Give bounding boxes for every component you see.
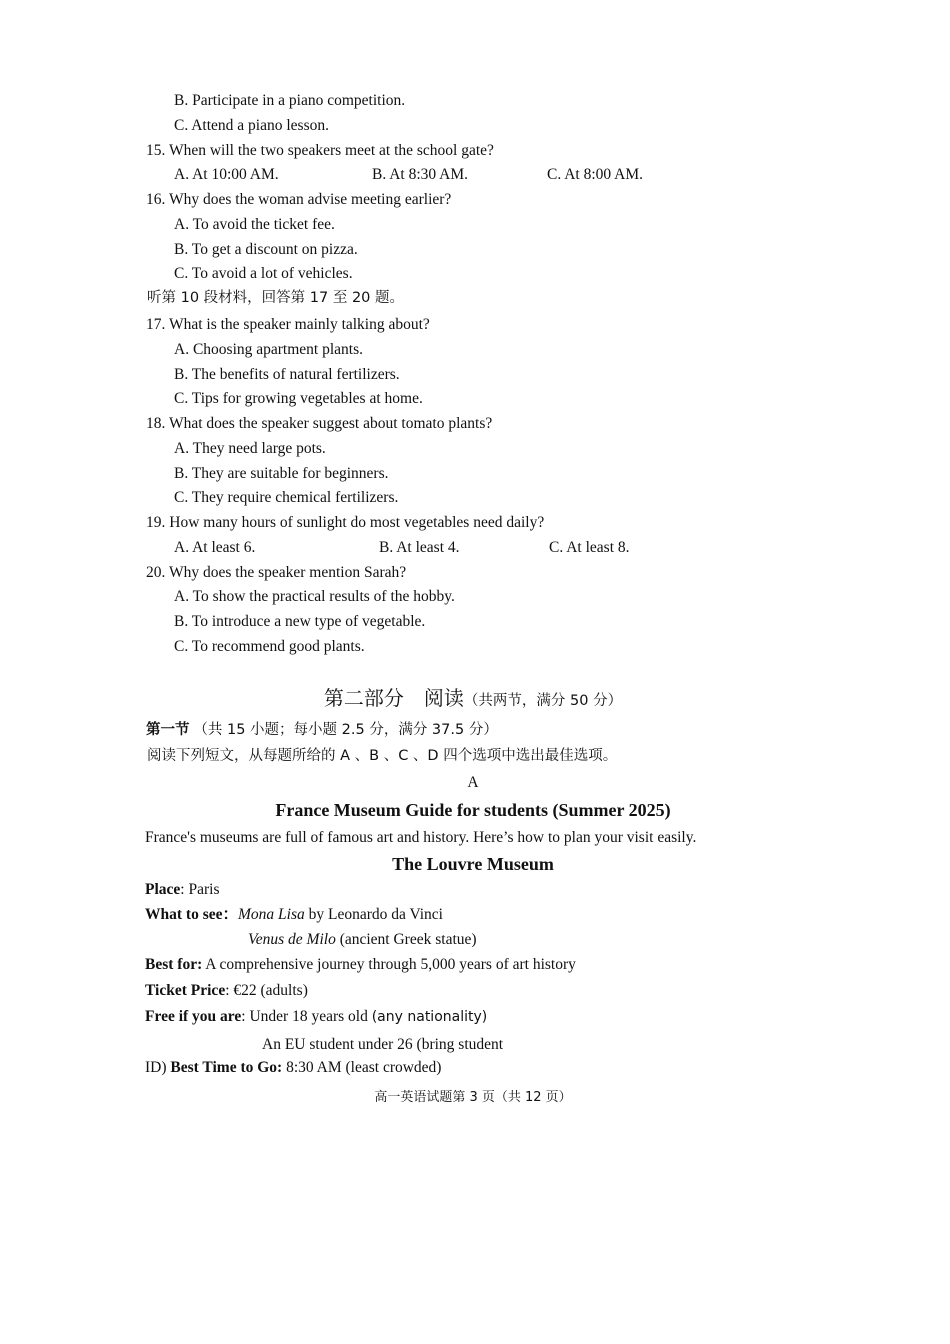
ticket-price-value: : €22 (adults) — [225, 982, 308, 999]
q14-option-b: B. Participate in a piano competition. — [174, 92, 406, 109]
q16-option-b: B. To get a discount on pizza. — [174, 241, 358, 258]
section1-label: 第一节 — [146, 722, 190, 738]
q15-option-a: A. At 10:00 AM. — [174, 166, 279, 183]
free-if-value-1-paren: (any nationality) — [371, 1009, 488, 1025]
q19-question: 19. How many hours of sunlight do most vegetables need daily? — [146, 514, 545, 531]
artwork-venus-desc: (ancient Greek statue) — [335, 931, 477, 948]
ticket-price-line — [145, 983, 308, 999]
q16-question: 16. Why does the woman advise meeting earlier? — [146, 191, 452, 208]
artwork-mona-lisa: Mona Lisa — [238, 906, 305, 923]
reading-instruction: 阅读下列短文，从每题所给的 A 、B 、C 、D 四个选项中选出最佳选项。 — [147, 748, 618, 764]
free-if-line — [145, 1009, 487, 1025]
q17-option-b: B. The benefits of natural fertilizers. — [174, 366, 400, 383]
q15-option-b: B. At 8:30 AM. — [372, 166, 469, 183]
what-to-see-label: What to see： — [145, 906, 238, 923]
passage-title: France Museum Guide for students (Summer 2025) — [275, 800, 671, 820]
place-label: Place — [145, 881, 181, 898]
museum-name: The Louvre Museum — [392, 854, 554, 874]
best-time-label: Best Time to Go: — [170, 1059, 283, 1076]
q17-option-c: C. Tips for growing vegetables at home. — [174, 390, 423, 407]
best-time-line — [145, 1060, 441, 1076]
q20-option-c: C. To recommend good plants. — [174, 638, 365, 655]
artwork-venus-de-milo: Venus de Milo — [248, 931, 336, 948]
q14-option-c: C. Attend a piano lesson. — [174, 117, 329, 134]
part2-subtitle: （共两节，满分 50 分） — [463, 693, 623, 709]
section1-info: （共 15 小题；每小题 2.5 分，满分 37.5 分） — [193, 722, 498, 738]
page-footer: 高一英语试题第 3 页（共 12 页） — [374, 1090, 572, 1105]
best-for-label: Best for: — [145, 956, 203, 973]
place-line — [145, 882, 219, 898]
part2-title: 第二部分 阅读 — [323, 686, 464, 710]
best-for-line — [145, 957, 576, 973]
q19-option-b: B. At least 4. — [379, 539, 460, 556]
artwork-mona-lisa-desc: by Leonardo da Vinci — [304, 906, 443, 923]
q20-option-a: A. To show the practical results of the hobby. — [174, 588, 455, 605]
best-for-value: A comprehensive journey through 5,000 years of art history — [202, 956, 576, 973]
passage-letter: A — [467, 774, 479, 791]
free-if-label: Free if you are — [145, 1008, 242, 1025]
instruction-material-10: 听第 10 段材料，回答第 17 至 20 题。 — [147, 290, 405, 306]
ticket-price-label: Ticket Price — [145, 982, 226, 999]
free-if-value-2-cont: ID) — [145, 1059, 171, 1076]
q18-option-b: B. They are suitable for beginners. — [174, 465, 389, 482]
free-if-value-1: : Under 18 years old — [241, 1008, 372, 1025]
q15-option-c: C. At 8:00 AM. — [547, 166, 644, 183]
what-to-see-line — [145, 907, 443, 923]
q16-option-a: A. To avoid the ticket fee. — [174, 216, 335, 233]
q17-option-a: A. Choosing apartment plants. — [174, 341, 363, 358]
best-time-value: 8:30 AM (least crowded) — [282, 1059, 442, 1076]
passage-intro: France's museums are full of famous art and history. Here’s how to plan your visit easily. — [145, 829, 697, 846]
q18-question: 18. What does the speaker suggest about tomato plants? — [146, 415, 493, 432]
q19-option-a: A. At least 6. — [174, 539, 256, 556]
q20-question: 20. Why does the speaker mention Sarah? — [146, 564, 407, 581]
q17-question: 17. What is the speaker mainly talking about? — [146, 316, 430, 333]
section1-heading — [146, 722, 498, 738]
what-to-see-line-2 — [248, 932, 477, 948]
free-if-line-2: An EU student under 26 (bring student — [262, 1036, 504, 1053]
q15-options — [0, 167, 950, 185]
q18-option-a: A. They need large pots. — [174, 440, 326, 457]
q16-option-c: C. To avoid a lot of vehicles. — [174, 265, 353, 282]
place-value: : Paris — [180, 881, 220, 898]
q19-options — [0, 540, 950, 558]
q20-option-b: B. To introduce a new type of vegetable. — [174, 613, 426, 630]
q18-option-c: C. They require chemical fertilizers. — [174, 489, 399, 506]
q19-option-c: C. At least 8. — [549, 539, 630, 556]
q15-question: 15. When will the two speakers meet at the school gate? — [146, 142, 494, 159]
part2-heading — [0, 688, 946, 709]
